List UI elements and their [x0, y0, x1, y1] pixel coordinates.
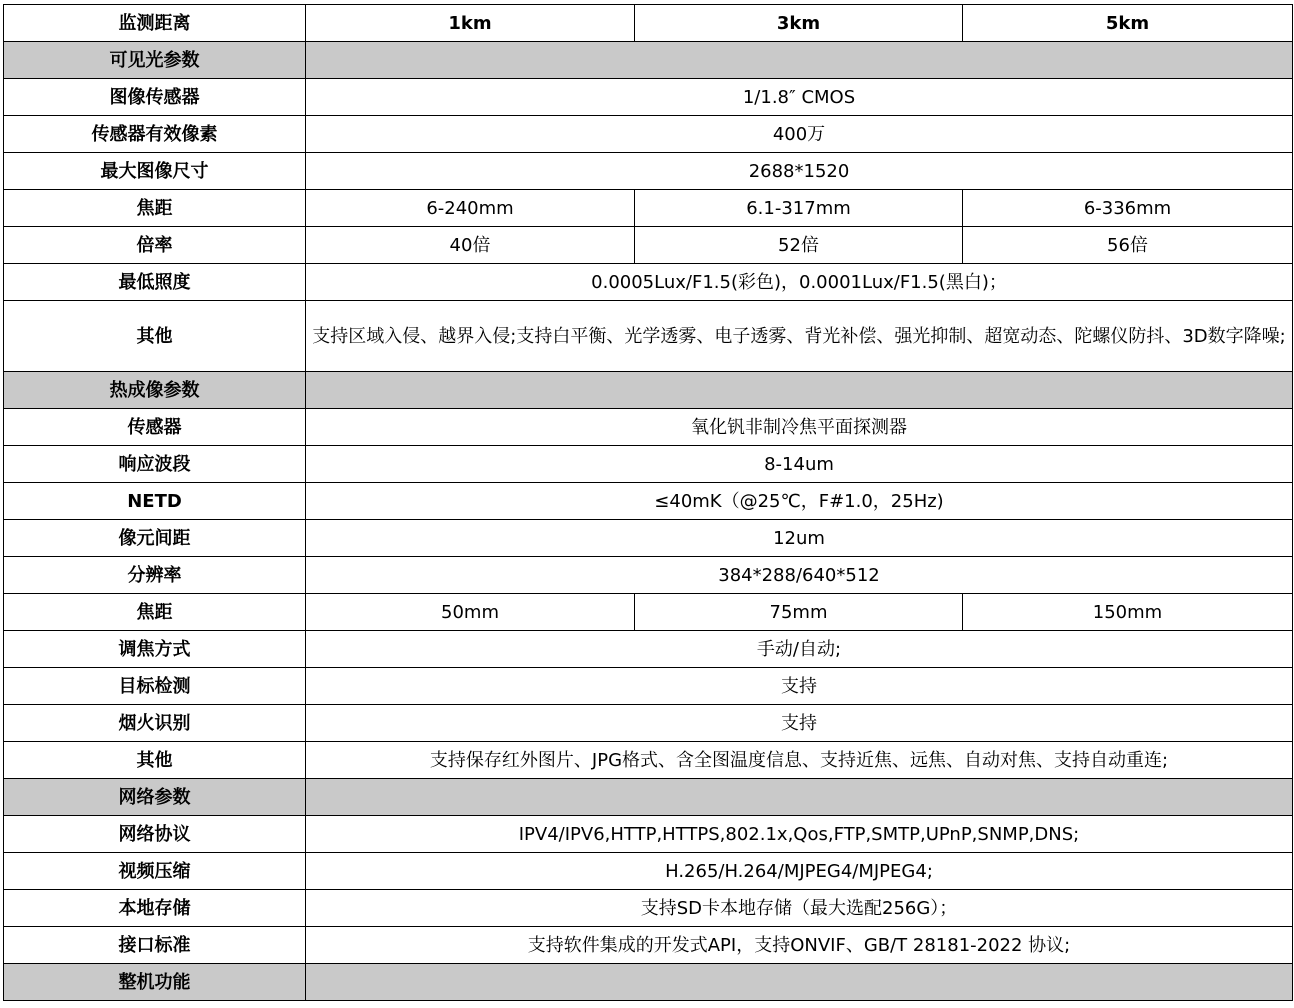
spec-value: 12um — [306, 520, 1293, 557]
spec-value: H.265/H.264/MJPEG4/MJPEG4; — [306, 853, 1293, 890]
section-title: 可见光参数 — [4, 42, 306, 79]
spec-label: 分辨率 — [4, 557, 306, 594]
section-row — [4, 372, 1293, 409]
spec-value-1km: 50mm — [306, 594, 635, 631]
spec-row — [4, 79, 1293, 116]
section-row — [4, 964, 1293, 1001]
section-blank-cell — [306, 372, 1293, 409]
header-col-1km: 1km — [306, 5, 635, 42]
spec-label: 像元间距 — [4, 520, 306, 557]
spec-value: 2688*1520 — [306, 153, 1293, 190]
spec-label: 倍率 — [4, 227, 306, 264]
section-title: 热成像参数 — [4, 372, 306, 409]
spec-value: 支持软件集成的开发式API，支持ONVIF、GB/T 28181-2022 协议; — [306, 927, 1293, 964]
spec-row — [4, 890, 1293, 927]
spec-value: 8-14um — [306, 446, 1293, 483]
spec-value: ≤40mK（@25℃，F#1.0，25Hz) — [306, 483, 1293, 520]
spec-row — [4, 446, 1293, 483]
spec-row — [4, 483, 1293, 520]
spec-value: 支持保存红外图片、JPG格式、含全图温度信息、支持近焦、远焦、自动对焦、支持自动重连; — [306, 742, 1293, 779]
header-col-3km: 3km — [635, 5, 963, 42]
spec-value: 1/1.8″ CMOS — [306, 79, 1293, 116]
spec-label: 焦距 — [4, 594, 306, 631]
spec-row — [4, 557, 1293, 594]
spec-value-5km: 6-336mm — [963, 190, 1293, 227]
spec-label: 目标检测 — [4, 668, 306, 705]
spec-value: 0.0005Lux/F1.5(彩色)，0.0001Lux/F1.5(黑白)； — [306, 264, 1293, 301]
spec-label: 接口标准 — [4, 927, 306, 964]
spec-row — [4, 631, 1293, 668]
spec-value-1km: 6-240mm — [306, 190, 635, 227]
spec-value: 支持区域入侵、越界入侵;支持白平衡、光学透雾、电子透雾、背光补偿、强光抑制、超宽动态、陀螺仪防抖、3D数字降噪; — [306, 301, 1293, 372]
header-row — [4, 5, 1293, 42]
spec-row — [4, 116, 1293, 153]
spec-row — [4, 409, 1293, 446]
section-blank-cell — [306, 964, 1293, 1001]
spec-label: 传感器 — [4, 409, 306, 446]
spec-row — [4, 853, 1293, 890]
spec-label: 传感器有效像素 — [4, 116, 306, 153]
spec-label: 图像传感器 — [4, 79, 306, 116]
spec-table-body — [4, 5, 1293, 1001]
spec-row — [4, 705, 1293, 742]
spec-row — [4, 227, 1293, 264]
spec-label: 本地存储 — [4, 890, 306, 927]
spec-value: 支持 — [306, 668, 1293, 705]
spec-row — [4, 301, 1293, 372]
spec-value-1km: 40倍 — [306, 227, 635, 264]
spec-row — [4, 153, 1293, 190]
section-row — [4, 779, 1293, 816]
header-label: 监测距离 — [4, 5, 306, 42]
spec-label: 响应波段 — [4, 446, 306, 483]
spec-label: 其他 — [4, 742, 306, 779]
spec-row — [4, 742, 1293, 779]
spec-value: 支持SD卡本地存储（最大选配256G）； — [306, 890, 1293, 927]
spec-value-3km: 75mm — [635, 594, 963, 631]
section-title: 整机功能 — [4, 964, 306, 1001]
spec-row — [4, 190, 1293, 227]
spec-label: NETD — [4, 483, 306, 520]
spec-row — [4, 520, 1293, 557]
section-title: 网络参数 — [4, 779, 306, 816]
spec-row — [4, 668, 1293, 705]
spec-row — [4, 927, 1293, 964]
spec-value: 氧化钒非制冷焦平面探测器 — [306, 409, 1293, 446]
spec-label: 视频压缩 — [4, 853, 306, 890]
section-blank-cell — [306, 779, 1293, 816]
spec-value-5km: 56倍 — [963, 227, 1293, 264]
spec-value: 400万 — [306, 116, 1293, 153]
header-col-5km: 5km — [963, 5, 1293, 42]
spec-value-3km: 6.1-317mm — [635, 190, 963, 227]
spec-value-3km: 52倍 — [635, 227, 963, 264]
spec-value: 支持 — [306, 705, 1293, 742]
spec-value: 384*288/640*512 — [306, 557, 1293, 594]
spec-row — [4, 594, 1293, 631]
spec-row — [4, 264, 1293, 301]
spec-value: IPV4/IPV6,HTTP,HTTPS,802.1x,Qos,FTP,SMTP,UPnP,SNMP,DNS; — [306, 816, 1293, 853]
spec-label: 烟火识别 — [4, 705, 306, 742]
spec-label: 其他 — [4, 301, 306, 372]
section-row — [4, 42, 1293, 79]
spec-value-5km: 150mm — [963, 594, 1293, 631]
spec-label: 最大图像尺寸 — [4, 153, 306, 190]
spec-label: 最低照度 — [4, 264, 306, 301]
spec-row — [4, 816, 1293, 853]
spec-label: 焦距 — [4, 190, 306, 227]
spec-label: 网络协议 — [4, 816, 306, 853]
spec-table — [3, 4, 1293, 1001]
section-blank-cell — [306, 42, 1293, 79]
spec-value: 手动/自动; — [306, 631, 1293, 668]
spec-label: 调焦方式 — [4, 631, 306, 668]
